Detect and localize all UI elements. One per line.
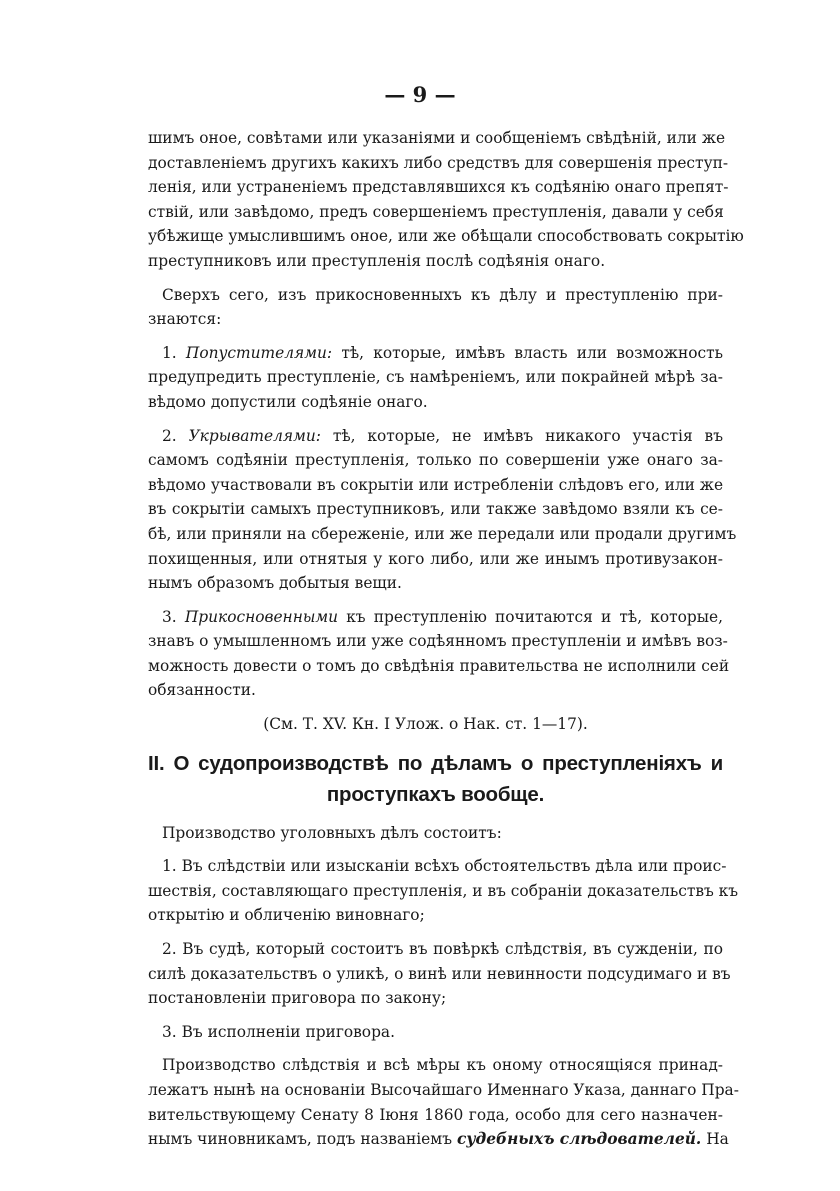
text-line: Сверхъ сего, изъ прикосновенныхъ къ дѣлу и преступленію при-: [162, 285, 723, 304]
paragraph-continuation: [148, 126, 744, 274]
text-line: 3. Прикосновенными къ преступленію почитаются и тѣ, которые,: [162, 607, 723, 626]
text-line: знаются:: [148, 310, 222, 329]
section-heading-line: II. О судопроизводствѣ по дѣламъ о преступленіяхъ и: [148, 751, 723, 775]
text-line: убѣжище умыслившимъ оное, или же обѣщали способствовать сокрытію: [148, 227, 744, 246]
text-line: Производство слѣдствія и всѣ мѣры къ оному относящіяся принад-: [162, 1056, 723, 1075]
text-line: вѣдомо допустили содѣяніе онаго.: [148, 392, 428, 411]
text-line: шимъ оное, совѣтами или указаніями и сообщеніемъ свѣдѣній, или же: [148, 129, 726, 147]
text-line: похищенныя, или отнятыя у кого либо, или же инымъ противузакон-: [148, 549, 723, 568]
text-line: открытію и обличенію виновнаго;: [148, 906, 425, 925]
item-number: 1.: [162, 343, 177, 362]
text-line: силѣ доказательствъ о уликѣ, о винѣ или невинности подсудимаго и въ: [148, 964, 731, 983]
section-heading: [148, 748, 723, 810]
item-term: Попустителями:: [185, 343, 333, 362]
text-line: постановленіи приговора по закону;: [148, 989, 447, 1008]
text-line: ствій, или завѣдомо, предъ совершеніемъ преступленія, давали у себя: [148, 202, 724, 221]
text-line: 2. Укрывателями: тѣ, которые, не имѣвъ никакого участія въ: [162, 426, 723, 445]
text-line: доставленіемъ другихъ какихъ либо средствъ для совершенія преступ-: [148, 153, 729, 172]
item-term: Укрывателями:: [188, 426, 321, 445]
paragraph-accomplices: [148, 283, 723, 332]
text-line: самомъ содѣяніи преступленія, только по совершеніи уже онаго за-: [148, 451, 723, 470]
text-line: шествія, составляющаго преступленія, и въ собраніи доказательствъ къ: [148, 881, 739, 900]
text-line: ленія, или устраненіемъ представлявшихся къ содѣянію онаго препят-: [148, 178, 729, 197]
text-line: бѣ, или приняли на сбереженіе, или же передали или продали другимъ: [148, 524, 737, 543]
emphasized-term: судебныхъ слѣдователей.: [456, 1130, 702, 1149]
text-line: преступниковъ или преступленія послѣ содѣянія онаго.: [148, 251, 606, 270]
text-line: 1. Попустителями: тѣ, которые, имѣвъ власть или возможность: [162, 343, 723, 362]
item-involved: [148, 605, 730, 703]
item-number: 2.: [162, 426, 177, 445]
item-connivers: [148, 341, 723, 415]
text-line: 2. Въ судѣ, который состоитъ въ повѣркѣ слѣдствія, въ сужденіи, по: [162, 940, 723, 959]
text-line: знавъ о умышленномъ или уже содѣянномъ преступленіи и имѣвъ воз-: [148, 632, 728, 651]
text-line: вительствующему Сенату 8 Іюня 1860 года, особо для сего назначен-: [148, 1105, 723, 1124]
text-line: обязанности.: [148, 681, 256, 700]
page-number: — 9 —: [384, 82, 456, 107]
text-line: лежатъ нынѣ на основаніи Высочайшаго Именнаго Указа, даннаго Пра-: [148, 1081, 739, 1099]
step-trial: [148, 937, 731, 1011]
text-line: нымъ образомъ добытыя вещи.: [148, 574, 402, 593]
step-execution: 3. Въ исполненіи приговора.: [162, 1022, 395, 1041]
step-investigation: [148, 854, 739, 928]
law-reference: (См. Т. XV. Кн. I Улож. о Нак. ст. 1—17).: [263, 715, 588, 734]
text-line: нымъ чиновникамъ, подъ названіемъ судебныхъ слѣдователей. На: [148, 1130, 729, 1149]
item-concealers: [148, 424, 737, 596]
item-number: 3.: [162, 607, 177, 626]
text-line: 1. Въ слѣдствіи или изысканіи всѣхъ обстоятельствъ дѣла или проис-: [162, 857, 727, 876]
text-line: Производство уголовныхъ дѣлъ состоитъ:: [162, 823, 502, 842]
section-heading-line: проступкахъ вообще.: [326, 782, 545, 806]
text-line: въ сокрытіи самыхъ преступниковъ, или также завѣдомо взяли къ се-: [148, 500, 723, 519]
page-body: [148, 126, 744, 1152]
paragraph-investigators: [148, 1053, 739, 1151]
item-term: Прикосновенными: [184, 607, 339, 626]
text-line: предупредить преступленіе, съ намѣреніемъ, или покрайней мѣрѣ за-: [148, 368, 723, 387]
text-line: вѣдомо участвовали въ сокрытіи или истребленіи слѣдовъ его, или же: [148, 475, 724, 494]
text-line: можность довести о томъ до свѣдѣнія правительства не исполнили сей: [148, 656, 730, 675]
